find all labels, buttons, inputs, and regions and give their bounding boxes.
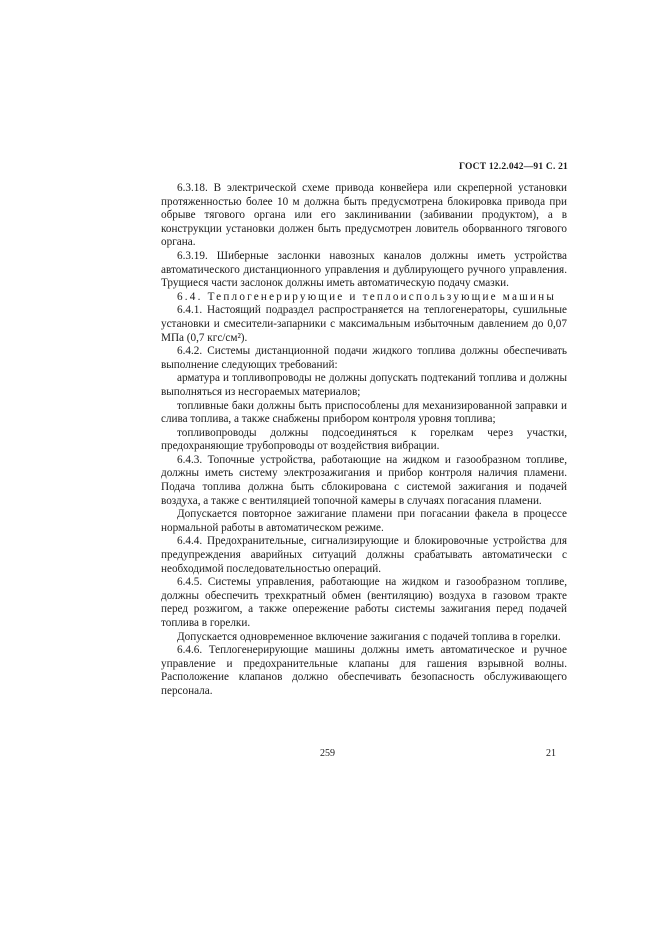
paragraph-6-4-1: 6.4.1. Настоящий подраздел распространяется на теплогенераторы, сушильные установки и смесители-запарники с максимальным избыточным давлением до 0,07 МПа (0,7 кгс/см²). (161, 304, 567, 344)
page-number-right: 21 (546, 748, 556, 759)
paragraph-6-3-19: 6.3.19. Шиберные заслонки навозных каналов должны иметь устройства автоматического дистанционного управления и дублирующего ручного управления. Трущиеся части заслонок должны иметь автоматическую подачу смазки. (161, 249, 567, 290)
paragraph-reignition: Допускается повторное зажигание пламени при погасании факела в процессе нормальной работы в автоматическом режиме. (161, 508, 567, 534)
paragraph-fuel-lines: топливопроводы должны подсоединяться к горелкам через участки, предохраняющие трубопроводы от воздействия вибрации. (161, 426, 567, 453)
paragraph-6-3-18: 6.3.18. В электрической схеме привода конвейера или скреперной установки протяженностью более 10 м должна быть предусмотрена блокировка привода при обрыве тягового органа или его заклинивании (забивании продуктом), а в конструкции установки должен быть предусмотрен ловитель оборванного тягового органа. (161, 182, 567, 249)
paragraph-6-4-2: 6.4.2. Системы дистанционной подачи жидкого топлива должны обеспечивать выполнение следующих требований: (161, 345, 567, 371)
paragraph-6-4-3: 6.4.3. Топочные устройства, работающие на жидком и газообразном топливе, должны иметь систему электрозажигания и прибор контроля наличия пламени. Подача топлива должна быть сблокирована с системой зажигания и подачей воздуха, а также с вентиляцией топочной камеры в случаях погасания пламени. (161, 453, 567, 507)
page-number-center: 259 (320, 748, 335, 759)
section-heading-6-4: 6.4. Теплогенерирующие и теплоиспользующие машины (177, 290, 557, 303)
document-body (161, 182, 567, 699)
paragraph-fuel-tanks: топливные баки должны быть приспособлены для механизированной заправки и слива топлива, а также снабжены прибором контроля уровня топлива; (161, 399, 567, 426)
paragraph-fittings: арматура и топливопроводы не должны допускать подтеканий топлива и должны выполняться из несгораемых материалов; (161, 372, 567, 398)
document-header-code: ГОСТ 12.2.042—91 С. 21 (458, 162, 568, 172)
paragraph-6-4-4: 6.4.4. Предохранительные, сигнализирующие и блокировочные устройства для предупреждения аварийных ситуаций должны срабатывать автоматически с необходимой последовательностью операций. (161, 535, 567, 575)
paragraph-6-4-6: 6.4.6. Теплогенерирующие машины должны иметь автоматическое и ручное управление и предохранительные клапаны для гашения взрывной волны. Расположение клапанов должно обеспечивать безопасность обслуживающего персонала. (161, 644, 567, 697)
paragraph-6-4-5: 6.4.5. Системы управления, работающие на жидком и газообразном топливе, должны обеспечить трехкратный обмен (вентиляцию) воздуха в газовом тракте перед розжигом, а также опережение работы системы зажигания перед подачей топлива в горелки. (161, 576, 567, 629)
paragraph-simultaneous-ignition: Допускается одновременное включение зажигания с подачей топлива в горелки. (177, 630, 561, 643)
